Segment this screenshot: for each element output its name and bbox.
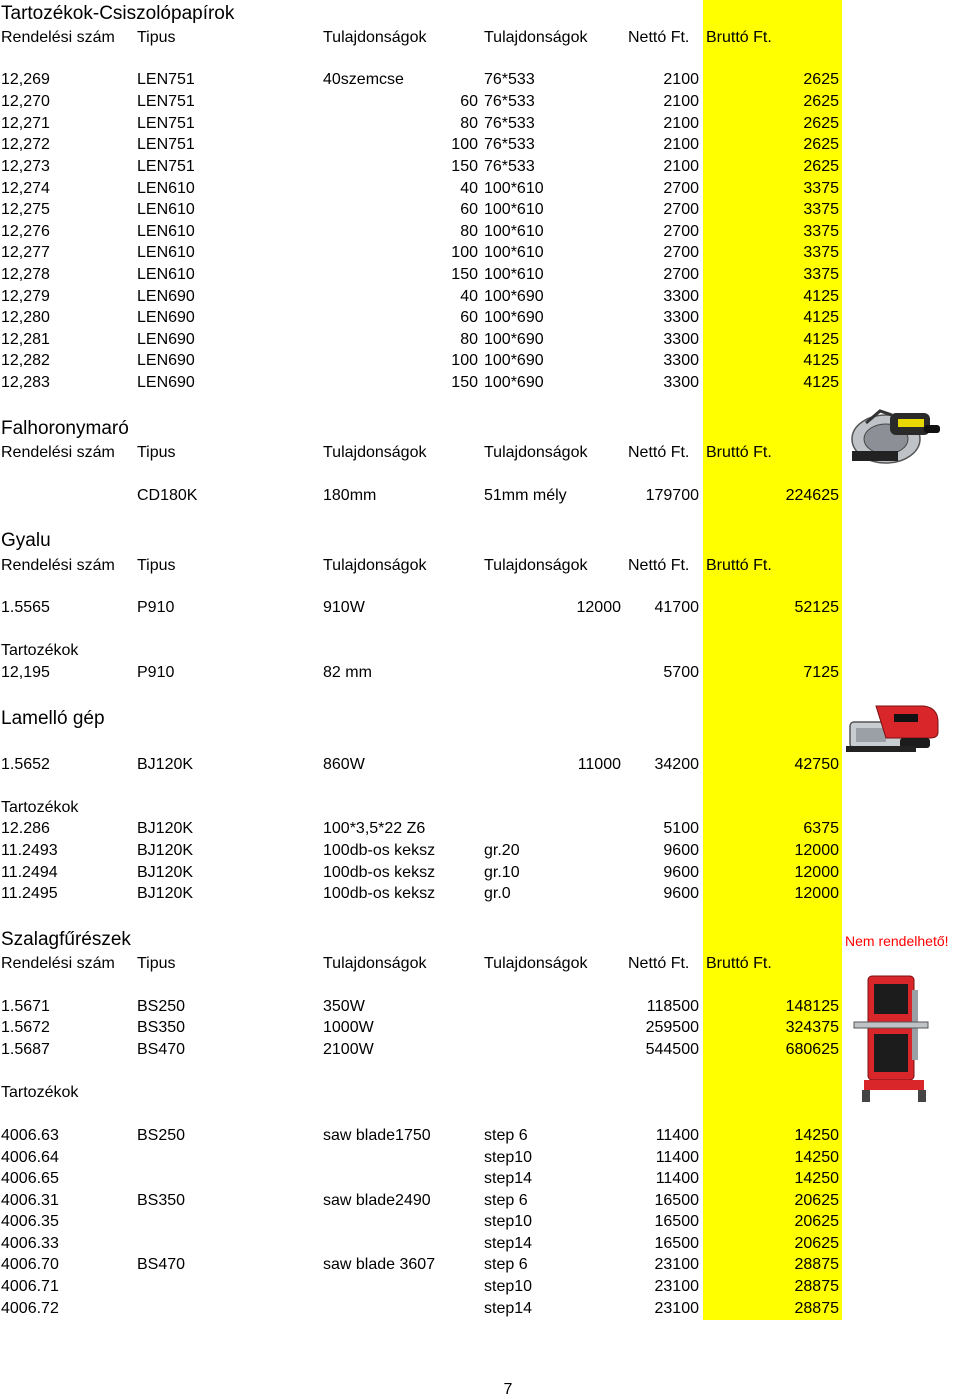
cell-net: 179700	[645, 487, 699, 504]
cell-prop1: 100db-os keksz	[323, 885, 436, 902]
cell-code: 12,276	[1, 223, 50, 240]
cell-prop1: 80	[460, 115, 478, 132]
table-row	[0, 1276, 960, 1297]
cell-net: 3300	[663, 309, 699, 326]
cell-code: 12,282	[1, 352, 50, 369]
table-header	[0, 27, 960, 48]
table-row	[0, 134, 960, 155]
section-title-lamello: Lamelló gép	[1, 708, 105, 729]
cell-net: 16500	[654, 1235, 699, 1252]
accessories-label	[0, 640, 960, 661]
cell-gross: 12000	[794, 864, 839, 881]
header-prop1: Tulajdonságok	[323, 955, 427, 972]
cell-net: 23100	[654, 1278, 699, 1295]
cell-net: 11400	[655, 1149, 699, 1166]
cell-prop1: saw blade1750	[323, 1127, 431, 1144]
cell-net: 2100	[663, 136, 699, 153]
cell-type: BJ120K	[137, 864, 194, 881]
cell-gross: 2625	[803, 136, 839, 153]
table-row	[0, 286, 960, 307]
cell-code: 11.2493	[1, 842, 58, 859]
cell-prop2: 100*690	[484, 374, 544, 391]
cell-prop1: saw blade 3607	[323, 1256, 436, 1273]
section-title-gyalu: Gyalu	[1, 530, 51, 551]
cell-prop2: 100*610	[484, 201, 544, 218]
cell-net: 9600	[663, 885, 699, 902]
cell-gross: 4125	[803, 331, 839, 348]
table-row	[0, 242, 960, 263]
cell-prop2: 76*533	[484, 71, 535, 88]
cell-type: LEN751	[137, 93, 195, 110]
cell-net: 3300	[663, 288, 699, 305]
cell-net: 2100	[663, 93, 699, 110]
cell-gross: 224625	[785, 487, 839, 504]
cell-prop1: 150	[451, 374, 478, 391]
cell-gross: 14250	[794, 1149, 839, 1166]
cell-type: BJ120K	[137, 820, 194, 837]
header-prop1: Tulajdonságok	[323, 29, 427, 46]
table-row	[0, 883, 960, 904]
cell-prop2: 100*610	[484, 266, 544, 283]
table-row	[0, 996, 960, 1017]
cell-type: P910	[137, 599, 175, 616]
cell-gross: 20625	[794, 1235, 839, 1252]
cell-code: 12,274	[1, 180, 50, 197]
cell-prop1: 60	[460, 201, 478, 218]
cell-gross: 3375	[803, 223, 839, 240]
cell-prop1: 100	[451, 352, 478, 369]
header-prop2: Tulajdonságok	[484, 557, 588, 574]
cell-net: 2700	[663, 244, 699, 261]
cell-gross: 680625	[785, 1041, 839, 1058]
header-prop2: Tulajdonságok	[484, 955, 588, 972]
cell-code: 4006.35	[1, 1213, 59, 1230]
cell-net: 23100	[654, 1300, 699, 1317]
cell-net: 2700	[663, 223, 699, 240]
cell-code: 12,280	[1, 309, 50, 326]
cell-gross: 3375	[803, 201, 839, 218]
cell-type: LEN751	[137, 136, 195, 153]
table-row	[0, 1168, 960, 1189]
cell-gross: 6375	[803, 820, 839, 837]
cell-net: 9600	[663, 864, 699, 881]
cell-prop2: step14	[484, 1300, 533, 1317]
cell-net: 3300	[663, 374, 699, 391]
cell-code: 1.5652	[1, 756, 50, 773]
table-row	[0, 1125, 960, 1146]
cell-code: 12,281	[1, 331, 50, 348]
table-row	[0, 1298, 960, 1319]
table-row	[0, 372, 960, 393]
cell-code: 4006.33	[1, 1235, 59, 1252]
header-prop1: Tulajdonságok	[323, 444, 427, 461]
cell-prop2: 100*690	[484, 309, 544, 326]
cell-prop1: 100	[451, 244, 478, 261]
cell-code: 12,279	[1, 288, 50, 305]
cell-prop2: 11000	[577, 756, 621, 773]
cell-type: LEN610	[137, 223, 195, 240]
header-type: Tipus	[137, 557, 176, 574]
cell-type: LEN610	[137, 244, 195, 261]
table-row	[0, 178, 960, 199]
cell-prop2: step14	[484, 1170, 533, 1187]
cell-code: 1.5565	[1, 599, 50, 616]
cell-gross: 14250	[794, 1170, 839, 1187]
cell-net: 5100	[663, 820, 699, 837]
cell-net: 118500	[646, 998, 699, 1015]
cell-gross: 4125	[803, 374, 839, 391]
cell-prop2: gr.20	[484, 842, 520, 859]
cell-net: 11400	[655, 1170, 699, 1187]
table-row	[0, 69, 960, 90]
cell-code: 12,278	[1, 266, 50, 283]
cell-net: 9600	[663, 842, 699, 859]
cell-gross: 28875	[794, 1278, 839, 1295]
cell-net: 41700	[654, 599, 699, 616]
cell-net: 16500	[654, 1213, 699, 1230]
cell-prop2: 100*690	[484, 288, 544, 305]
cell-type: LEN751	[137, 115, 195, 132]
header-code: Rendelési szám	[1, 557, 115, 574]
cell-prop1: 40	[460, 180, 478, 197]
accessories-label	[0, 1082, 960, 1103]
cell-code: 12,277	[1, 244, 50, 261]
cell-type: BS250	[137, 998, 186, 1015]
table-row	[0, 91, 960, 112]
cell-prop2: gr.10	[484, 864, 520, 881]
cell-code: 12,271	[1, 115, 50, 132]
cell-net: 2100	[663, 71, 699, 88]
section-title-csiszolopapirok: Tartozékok-Csiszolópapírok	[1, 3, 235, 24]
cell-net: 544500	[645, 1041, 699, 1058]
cell-prop2: step 6	[484, 1127, 528, 1144]
header-net: Nettó Ft.	[628, 955, 690, 972]
table-header	[0, 953, 960, 974]
cell-gross: 2625	[803, 115, 839, 132]
header-type: Tipus	[137, 955, 176, 972]
table-row	[0, 221, 960, 242]
cell-prop1: 150	[451, 158, 478, 175]
biscuit-joiner-illustration	[846, 698, 942, 756]
cell-net: 2100	[663, 158, 699, 175]
cell-net: 2700	[663, 201, 699, 218]
table-row	[0, 1211, 960, 1232]
cell-gross: 42750	[794, 756, 839, 773]
accessories-title: Tartozékok	[1, 1084, 79, 1101]
cell-net: 34200	[654, 756, 699, 773]
cell-prop1: saw blade2490	[323, 1192, 431, 1209]
cell-prop2: 51mm mély	[484, 487, 567, 504]
cell-type: CD180K	[137, 487, 198, 504]
cell-prop1: 100db-os keksz	[323, 842, 436, 859]
cell-type: BS350	[137, 1019, 186, 1036]
cell-gross: 4125	[803, 309, 839, 326]
cell-prop1: 60	[460, 309, 478, 326]
cell-prop1: 2100W	[323, 1041, 374, 1058]
cell-code: 12,283	[1, 374, 50, 391]
cell-type: BJ120K	[137, 842, 194, 859]
cell-prop2: 100*690	[484, 331, 544, 348]
cell-code: 4006.64	[1, 1149, 59, 1166]
wall-chaser-illustration	[846, 405, 942, 467]
table-row	[0, 264, 960, 285]
table-row	[0, 1254, 960, 1275]
header-gross: Bruttó Ft.	[706, 557, 772, 574]
cell-code: 12.286	[1, 820, 50, 837]
cell-type: BJ120K	[137, 885, 194, 902]
cell-prop2: step10	[484, 1213, 533, 1230]
table-row	[0, 662, 960, 683]
cell-prop1: 910W	[323, 599, 365, 616]
cell-code: 4006.72	[1, 1300, 59, 1317]
cell-gross: 3375	[803, 266, 839, 283]
cell-prop2: step10	[484, 1278, 533, 1295]
cell-net: 2700	[663, 180, 699, 197]
table-row	[0, 1039, 960, 1060]
cell-prop2: 100*690	[484, 352, 544, 369]
header-prop1: Tulajdonságok	[323, 557, 427, 574]
table-row	[0, 840, 960, 861]
header-code: Rendelési szám	[1, 444, 115, 461]
cell-prop2: 76*533	[484, 158, 535, 175]
cell-type: LEN751	[137, 71, 195, 88]
table-row	[0, 350, 960, 371]
cell-prop1: 350W	[323, 998, 365, 1015]
cell-gross: 7125	[803, 664, 839, 681]
accessories-title: Tartozékok	[1, 799, 79, 816]
header-prop2: Tulajdonságok	[484, 29, 588, 46]
cell-prop1: 1000W	[323, 1019, 374, 1036]
table-row	[0, 307, 960, 328]
cell-type: LEN610	[137, 266, 195, 283]
cell-type: BS470	[137, 1256, 186, 1273]
cell-net: 3300	[663, 331, 699, 348]
header-type: Tipus	[137, 444, 176, 461]
not-orderable-warning: Nem rendelhető!	[845, 933, 949, 949]
cell-prop2: 100*610	[484, 244, 544, 261]
table-row	[0, 1017, 960, 1038]
cell-prop1: 82 mm	[323, 664, 372, 681]
table-row	[0, 597, 960, 618]
header-type: Tipus	[137, 29, 176, 46]
cell-gross: 14250	[794, 1127, 839, 1144]
cell-prop2: step 6	[484, 1256, 528, 1273]
cell-code: 12,270	[1, 93, 50, 110]
header-code: Rendelési szám	[1, 955, 115, 972]
cell-type: BS470	[137, 1041, 186, 1058]
cell-prop2: 76*533	[484, 115, 535, 132]
header-gross: Bruttó Ft.	[706, 444, 772, 461]
cell-type: LEN610	[137, 180, 195, 197]
cell-type: LEN751	[137, 158, 195, 175]
cell-gross: 2625	[803, 71, 839, 88]
cell-prop2: step10	[484, 1149, 533, 1166]
table-row	[0, 113, 960, 134]
header-code: Rendelési szám	[1, 29, 115, 46]
cell-prop2: gr.0	[484, 885, 511, 902]
cell-net: 11400	[655, 1127, 699, 1144]
cell-type: LEN690	[137, 288, 195, 305]
cell-type: LEN690	[137, 309, 195, 326]
cell-code: 12,272	[1, 136, 50, 153]
table-header	[0, 442, 960, 463]
section-title-szalagfureszek: Szalagfűrészek	[1, 929, 131, 950]
table-row	[0, 156, 960, 177]
cell-code: 4006.70	[1, 1256, 59, 1273]
cell-code: 11.2494	[1, 864, 58, 881]
cell-prop2: 100*610	[484, 180, 544, 197]
band-saw-illustration	[852, 972, 936, 1104]
cell-code: 1.5671	[1, 998, 50, 1015]
table-header	[0, 555, 960, 576]
cell-gross: 20625	[794, 1192, 839, 1209]
cell-type: BJ120K	[137, 756, 194, 773]
cell-gross: 3375	[803, 180, 839, 197]
cell-type: P910	[137, 664, 175, 681]
cell-prop1: 80	[460, 331, 478, 348]
cell-code: 12,273	[1, 158, 50, 175]
cell-type: LEN690	[137, 352, 195, 369]
cell-code: 12,275	[1, 201, 50, 218]
cell-prop2: step 6	[484, 1192, 528, 1209]
accessories-title: Tartozékok	[1, 642, 79, 659]
cell-gross: 12000	[794, 842, 839, 859]
header-gross: Bruttó Ft.	[706, 955, 772, 972]
cell-prop1: 40	[460, 288, 478, 305]
header-prop2: Tulajdonságok	[484, 444, 588, 461]
cell-gross: 28875	[794, 1256, 839, 1273]
cell-net: 259500	[645, 1019, 699, 1036]
accessories-label	[0, 797, 960, 818]
table-row	[0, 818, 960, 839]
cell-type: LEN690	[137, 331, 195, 348]
cell-prop1: 150	[451, 266, 478, 283]
cell-net: 23100	[654, 1256, 699, 1273]
cell-type: BS350	[137, 1192, 186, 1209]
cell-prop2: 12000	[576, 599, 621, 616]
header-gross: Bruttó Ft.	[706, 29, 772, 46]
cell-gross: 148125	[785, 998, 839, 1015]
cell-prop1: 40szemcse	[323, 71, 404, 88]
cell-code: 4006.65	[1, 1170, 59, 1187]
header-net: Nettó Ft.	[628, 557, 690, 574]
cell-gross: 2625	[803, 158, 839, 175]
cell-prop1: 60	[460, 93, 478, 110]
table-row	[0, 862, 960, 883]
cell-gross: 52125	[794, 599, 839, 616]
cell-code: 1.5672	[1, 1019, 50, 1036]
section-title-falhoronymaro: Falhoronymaró	[1, 418, 129, 439]
cell-code: 4006.31	[1, 1192, 59, 1209]
cell-gross: 4125	[803, 288, 839, 305]
cell-gross: 2625	[803, 93, 839, 110]
cell-prop1: 100*3,5*22 Z6	[323, 820, 426, 837]
cell-code: 1.5687	[1, 1041, 50, 1058]
table-row	[0, 754, 960, 775]
table-row	[0, 485, 960, 506]
cell-gross: 20625	[794, 1213, 839, 1230]
cell-prop1: 100db-os keksz	[323, 864, 436, 881]
cell-type: BS250	[137, 1127, 186, 1144]
cell-prop1: 860W	[323, 756, 365, 773]
cell-net: 5700	[663, 664, 699, 681]
cell-prop1: 80	[460, 223, 478, 240]
cell-gross: 4125	[803, 352, 839, 369]
cell-prop2: 100*610	[484, 223, 544, 240]
cell-prop1: 180mm	[323, 487, 377, 504]
table-row	[0, 199, 960, 220]
cell-code: 11.2495	[1, 885, 58, 902]
table-row	[0, 1190, 960, 1211]
cell-prop2: 76*533	[484, 93, 535, 110]
table-row	[0, 1233, 960, 1254]
cell-prop1: 100	[451, 136, 478, 153]
header-net: Nettó Ft.	[628, 29, 690, 46]
cell-code: 12,269	[1, 71, 50, 88]
page-number: 7	[503, 1381, 513, 1398]
cell-net: 16500	[654, 1192, 699, 1209]
cell-prop2: step14	[484, 1235, 533, 1252]
cell-gross: 3375	[803, 244, 839, 261]
cell-code: 12,195	[1, 664, 50, 681]
cell-code: 4006.71	[1, 1278, 59, 1295]
cell-gross: 28875	[794, 1300, 839, 1317]
cell-net: 2700	[663, 266, 699, 283]
header-net: Nettó Ft.	[628, 444, 690, 461]
table-row	[0, 1147, 960, 1168]
table-row	[0, 329, 960, 350]
cell-gross: 324375	[785, 1019, 839, 1036]
cell-type: LEN690	[137, 374, 195, 391]
cell-gross: 12000	[794, 885, 839, 902]
cell-net: 2100	[663, 115, 699, 132]
cell-code: 4006.63	[1, 1127, 59, 1144]
cell-prop2: 76*533	[484, 136, 535, 153]
cell-type: LEN610	[137, 201, 195, 218]
cell-net: 3300	[663, 352, 699, 369]
